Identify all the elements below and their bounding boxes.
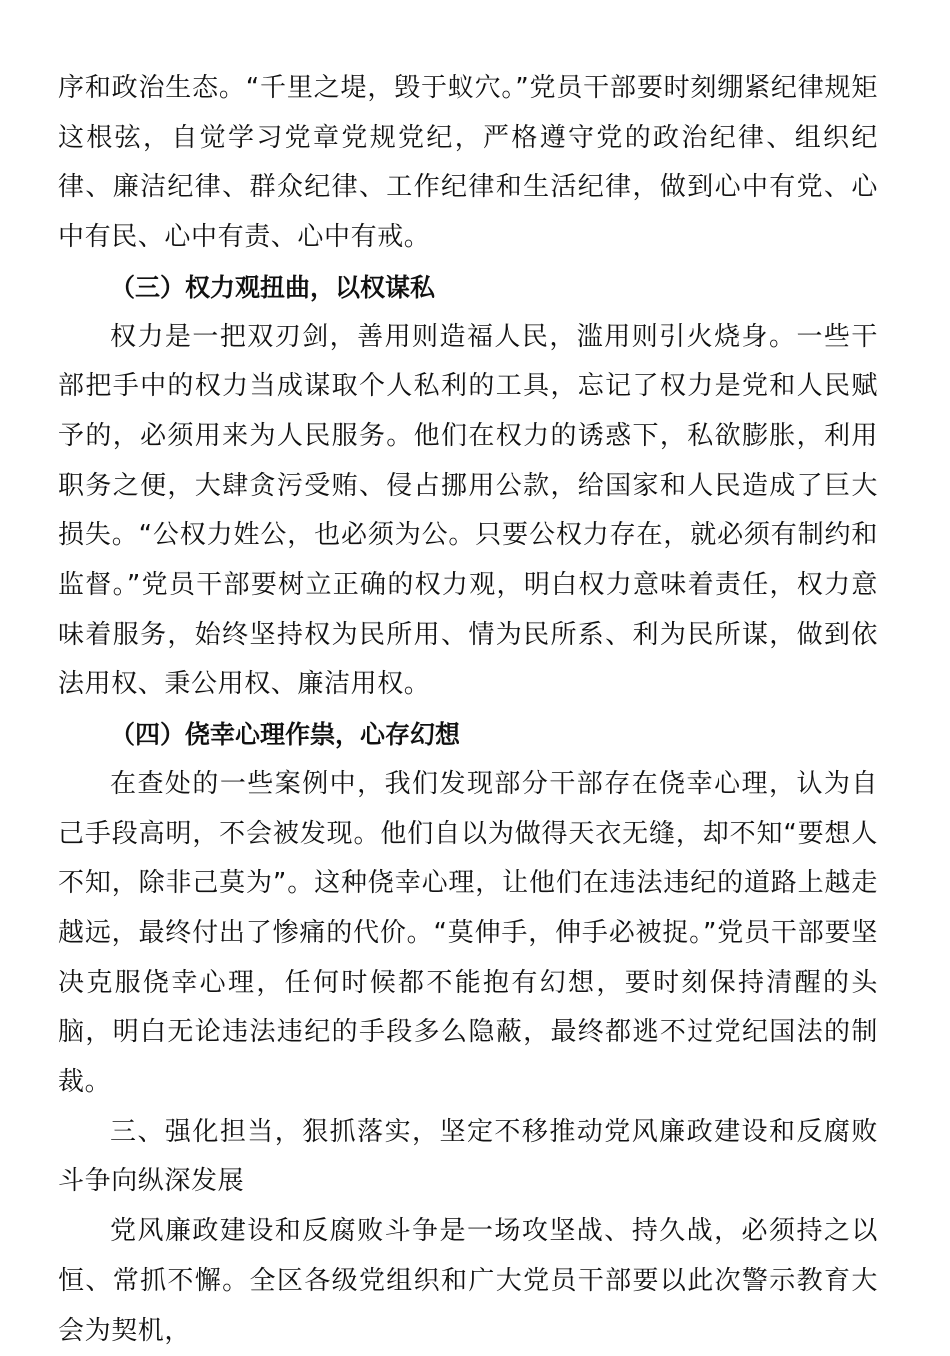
heading-power-distortion: （三）权力观扭曲，以权谋私 <box>110 272 436 302</box>
heading-luck-mentality: （四）侥幸心理作祟，心存幻想 <box>110 720 461 750</box>
section-heading-three: 三、强化担当，狠抓落实，坚定不移推动党风廉政建设和反腐败斗争向纵深发展 <box>58 1116 878 1197</box>
paragraph-power: 权力是一把双刃剑，善用则造福人民，滥用则引火烧身。一些干部把手中的权力当成谋取个人私利的工具，忘记了权力是党和人民赋予的，必须用来为人民服务。他们在权力的诱惑下，私欲膨胀，利用职务之便，大肆贪污受贿、侵占挪用公款，给国家和人民造成了巨大损失。“公权力姓公，也必须为公。只要公权力存在，就必须有制约和监督。”党员干部要树立正确的权力观，明白权力意味着责任，权力意味着服务，始终坚持权为民所用、情为民所系、利为民所谋，做到依法用权、秉公用权、廉洁用权。 <box>58 321 878 700</box>
paragraph-luck: 在查处的一些案例中，我们发现部分干部存在侥幸心理，认为自己手段高明，不会被发现。他们自以为做得天衣无缝，却不知“要想人不知，除非己莫为”。这种侥幸心理，让他们在违法违纪的道路上越走越远，最终付出了惨痛的代价。“莫伸手，伸手必被捉。”党员干部要坚决克服侥幸心理，任何时候都不能抱有幻想，要时刻保持清醒的头脑，明白无论违法违纪的手段多么隐蔽，最终都逃不过党纪国法的制裁。 <box>58 768 878 1098</box>
paragraph-anticorruption: 党风廉政建设和反腐败斗争是一场攻坚战、持久战，必须持之以恒、常抓不懈。全区各级党组织和广大党员干部要以此次警示教育大会为契机， <box>58 1216 878 1346</box>
paragraph-discipline: 序和政治生态。“千里之堤，毁于蚁穴。”党员干部要时刻绷紧纪律规矩这根弦，自觉学习党章党规党纪，严格遵守党的政治纪律、组织纪律、廉洁纪律、群众纪律、工作纪律和生活纪律，做到心中有党、心中有民、心中有责、心中有戒。 <box>58 73 878 253</box>
